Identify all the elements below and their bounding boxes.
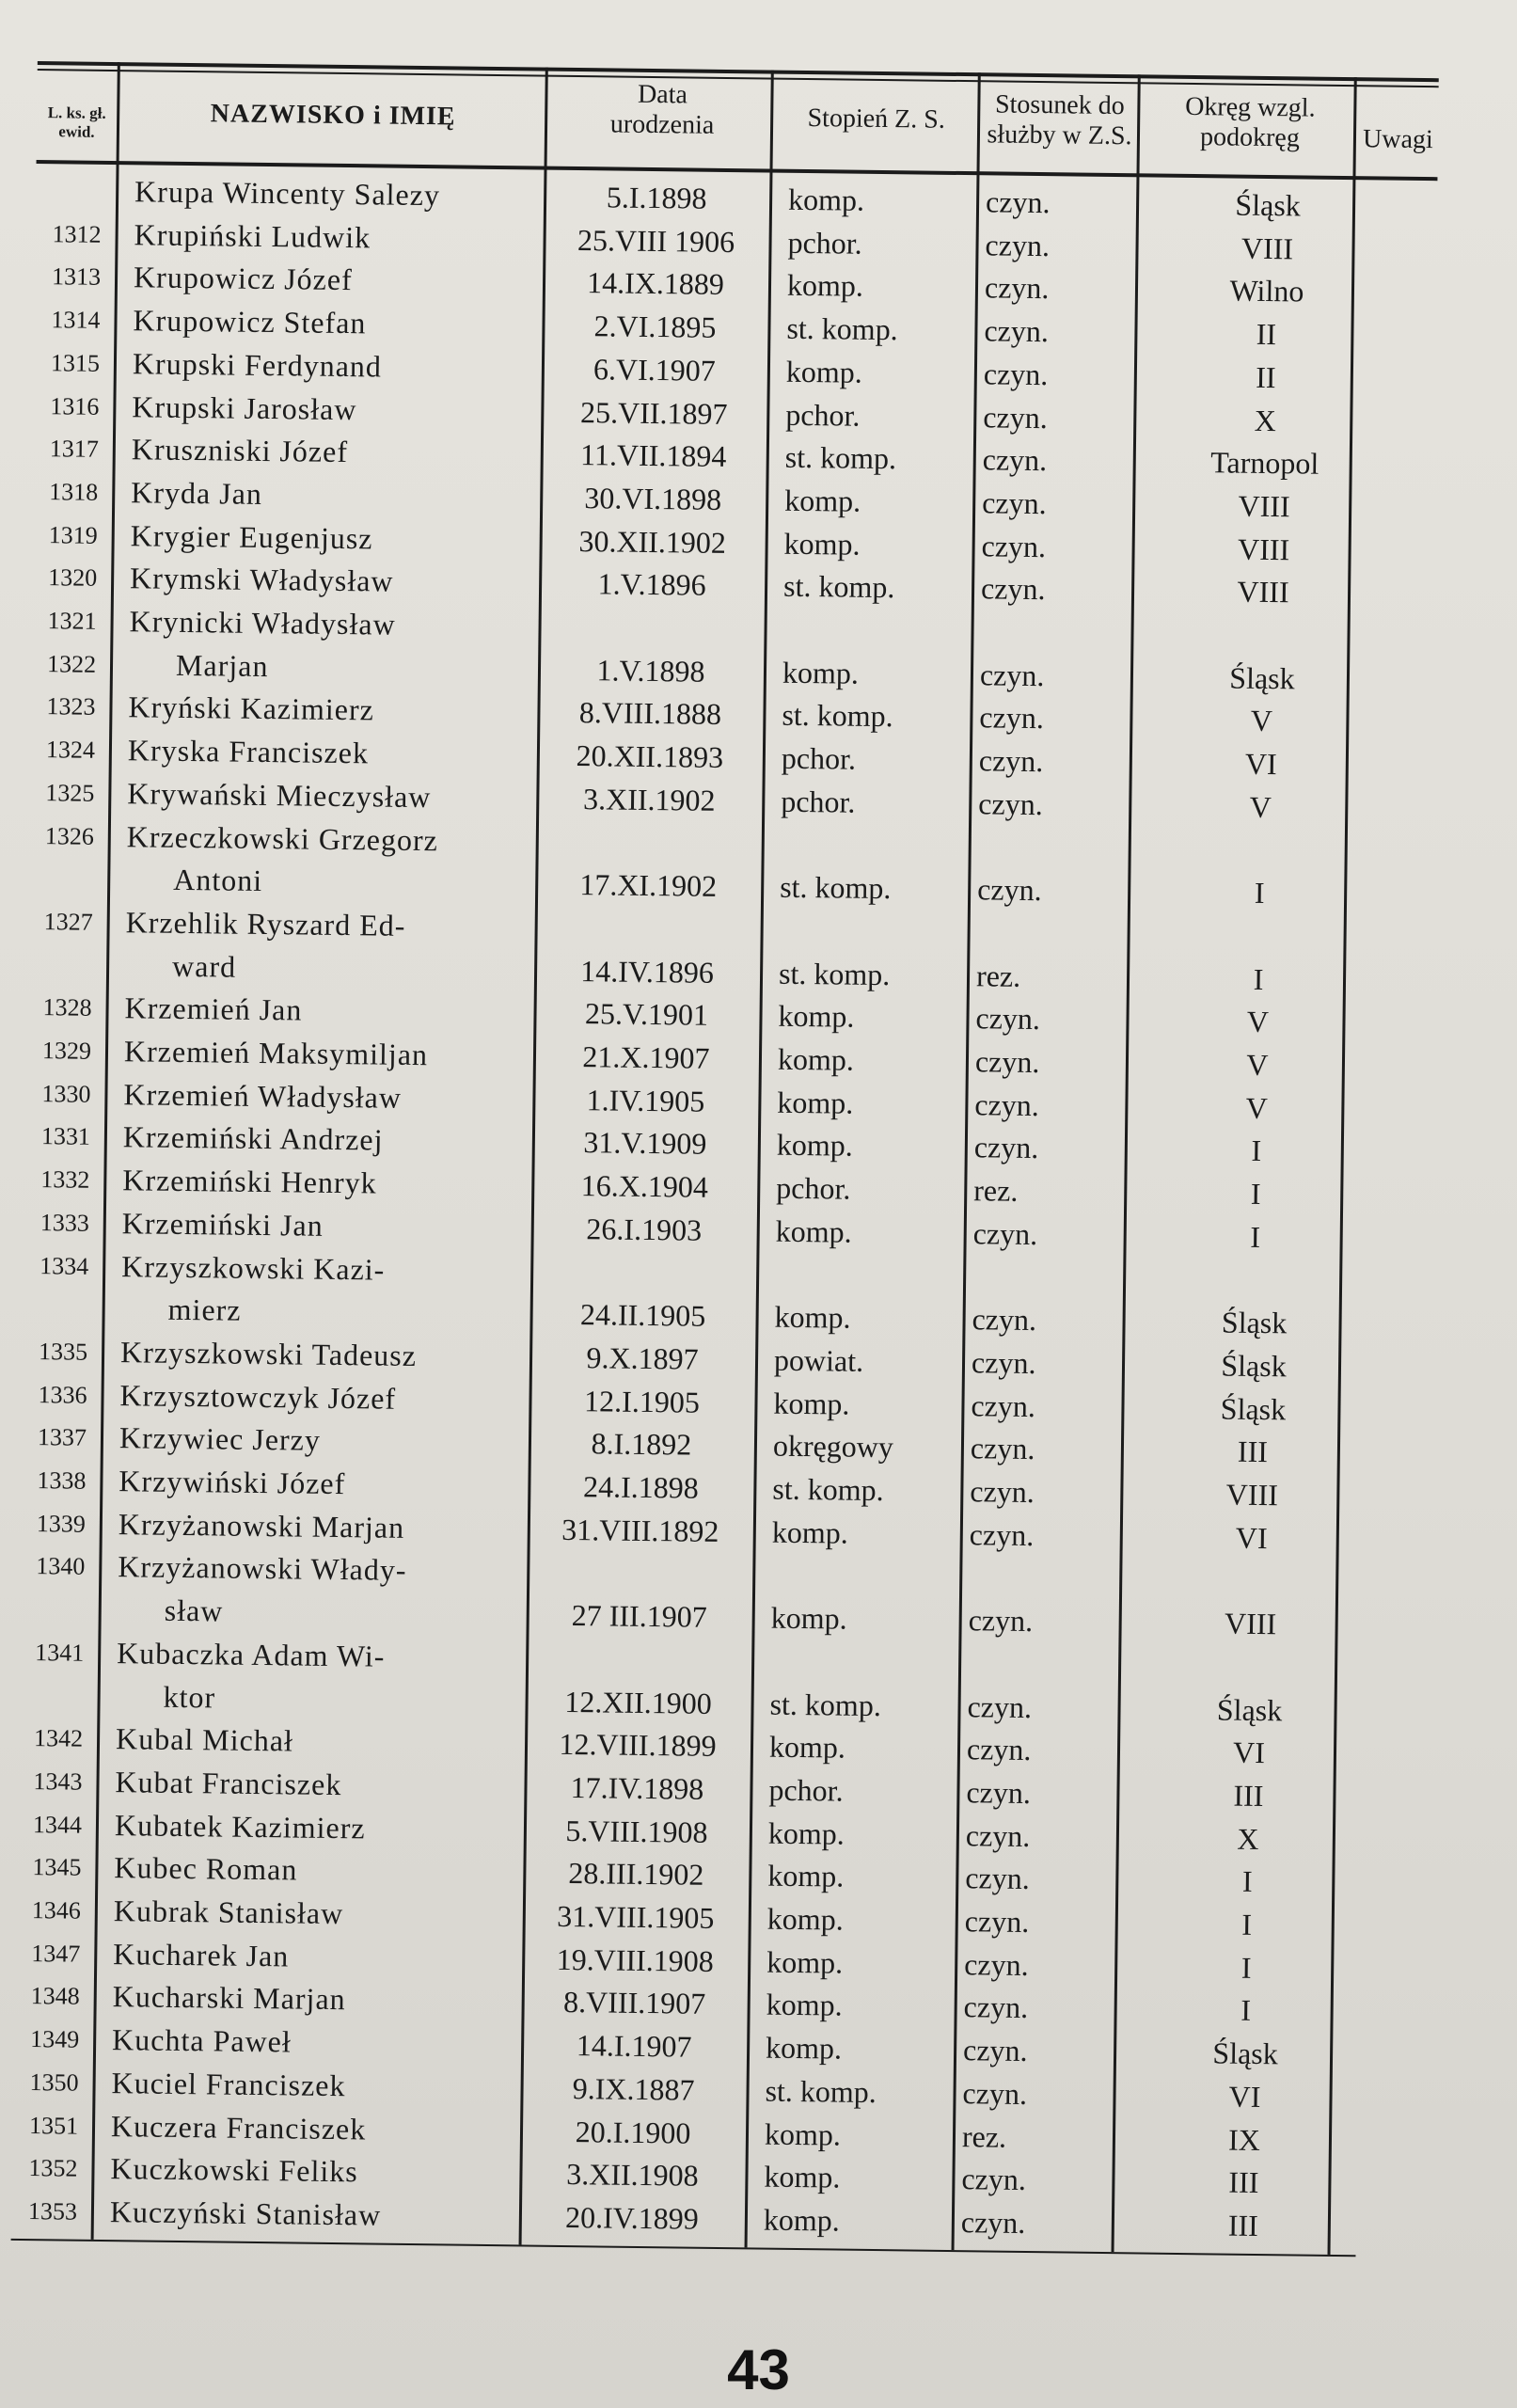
rank: st. komp. [769,1687,882,1722]
rank: pchor. [785,397,861,433]
person-name: Kryński Kazimierz [128,689,375,727]
rank: powiat. [773,1342,864,1378]
person-name: Krzyżanowski Włady- [118,1549,407,1588]
district: VI [1232,1735,1266,1770]
rank: komp. [771,1514,848,1550]
person-name: Krzysztowczyk Józef [119,1377,397,1416]
service-relation: czyn. [970,1431,1035,1466]
birth-date: 30.XII.1902 [578,523,727,560]
birth-date: 20.XII.1893 [576,738,724,775]
service-relation: czyn. [961,2162,1027,2197]
birth-date: 17.XI.1902 [579,867,718,904]
birth-date: 31.V.1909 [583,1125,707,1162]
birth-date: 12.VIII.1899 [559,1727,717,1764]
person-name: Krzyżanowski Marjan [118,1506,405,1545]
district: VIII [1240,230,1294,266]
rank: st. komp. [786,310,898,347]
district: V [1246,1005,1270,1039]
record-number: 1330 [41,1079,91,1108]
record-number: 1324 [45,736,96,764]
record-number [18,1673,84,1674]
person-name: Krzemień Maksymiljan [123,1034,429,1072]
record-number: 1327 [43,908,93,936]
record-number: 1341 [35,1638,85,1667]
record-number: 1348 [30,1982,80,2011]
district: X [1254,403,1277,437]
record-number: 1344 [32,1810,83,1839]
person-name: Krupiński Ludwik [134,216,371,255]
service-relation: czyn. [984,313,1050,349]
service-relation: czyn. [968,1603,1034,1639]
rank: komp. [764,2116,842,2152]
record-number: 1342 [33,1724,84,1752]
person-name: Kruszniski Józef [131,432,349,469]
person-name: sław [164,1592,224,1628]
service-relation: czyn. [962,2075,1028,2111]
birth-date: 1.V.1896 [597,566,706,603]
service-relation: czyn. [965,1861,1030,1896]
record-number: 1337 [37,1423,87,1452]
district: III [1228,2164,1259,2200]
rank: komp. [784,483,861,518]
person-name: Kucharek Jan [113,1936,290,1973]
birth-date: 14.I.1907 [576,2028,692,2064]
birth-date: 20.IV.1899 [564,2199,699,2236]
person-name: Krupski Jarosław [132,388,357,426]
person-name: Krzehlik Ryszard Ed- [125,905,406,943]
record-number: 1326 [44,821,94,850]
record-number: 1334 [40,1251,89,1280]
record-number: 1331 [40,1122,91,1151]
birth-date: 19.VIII.1908 [556,1941,715,1978]
record-number: 1329 [41,1037,92,1065]
birth-date: 25.VII.1897 [579,394,728,431]
district: Tarnopol [1210,445,1319,481]
person-name: Kuciel Franciszek [111,2065,346,2102]
rank: komp. [776,1128,853,1164]
district: I [1241,1864,1253,1899]
district: IX [1227,2122,1261,2157]
record-number [36,169,102,170]
birth-date: 8.I.1892 [591,1426,692,1462]
birth-date: 6.VI.1907 [593,352,717,388]
person-name: Krzeczkowski Grzegorz [126,818,439,857]
birth-date: 14.IX.1889 [586,265,725,302]
person-name: ktor [163,1679,216,1714]
birth-date: 25.VIII 1906 [577,222,735,259]
record-number: 1316 [50,391,100,420]
service-relation: czyn. [971,1387,1036,1423]
birth-date: 24.I.1898 [582,1469,699,1505]
person-name: Kuczkowski Feliks [110,2151,358,2189]
rank: komp. [787,182,865,217]
rank: komp. [778,998,855,1034]
person-name: ward [171,948,237,984]
person-name: Krynicki Władysław [129,604,396,642]
district: V [1245,1090,1269,1125]
person-name: mierz [167,1291,242,1327]
record-number: 1340 [36,1552,86,1581]
rank: komp. [766,1988,843,2022]
birth-date: 9.X.1897 [586,1340,699,1376]
district: VI [1244,746,1277,782]
district: VIII [1238,488,1290,524]
record-number: 1328 [42,993,92,1022]
rank: komp. [782,655,860,690]
record-number: 1313 [51,262,102,292]
record-number: 1339 [36,1509,87,1538]
service-relation: czyn. [963,1989,1029,2025]
person-name: Krupowicz Józef [133,260,353,297]
rank: st. komp. [782,698,893,734]
person-name: Kubec Roman [114,1850,298,1887]
rank: komp. [783,526,861,562]
record-number: 1349 [30,2025,80,2053]
birth-date: 25.V.1901 [584,996,709,1033]
record-number: 1338 [37,1466,87,1495]
record-number: 1319 [48,520,98,549]
service-relation: czyn. [981,528,1047,563]
rank: pchor. [768,1772,844,1808]
service-relation: czyn. [985,184,1051,220]
district: Śląsk [1221,1305,1288,1340]
district: Śląsk [1220,1391,1287,1426]
record-number: 1321 [47,607,97,635]
rank: komp. [764,2159,841,2194]
service-relation: czyn. [983,356,1049,391]
service-relation: czyn. [978,786,1043,821]
service-relation: czyn. [979,700,1045,736]
person-name: Kubal Michał [115,1721,294,1758]
service-relation: czyn. [985,228,1051,262]
header-name: NAZWISKO i IMIĘ [210,99,456,132]
record-number: 1320 [47,563,98,593]
district: VIII [1225,1477,1279,1513]
person-name: Kuczera Franciszek [110,2108,367,2146]
district: Śląsk [1229,660,1295,696]
service-relation: czyn. [984,270,1050,306]
record-number: 1312 [52,219,102,248]
person-name: Krygier Eugenjusz [130,517,373,555]
district: II [1256,316,1277,352]
person-name: Kryska Franciszek [127,733,370,770]
district: V [1249,789,1272,824]
service-relation: czyn. [974,1044,1040,1080]
district: VI [1235,1520,1268,1555]
birth-date: 3.XII.1902 [582,781,716,817]
service-relation: rez. [973,1173,1019,1208]
service-relation: czyn. [964,1946,1029,1982]
record-number [23,1287,88,1288]
birth-date: 12.XII.1900 [564,1684,713,1720]
person-name: Kucharski Marjan [112,1979,346,2017]
rank: komp. [767,1858,845,1893]
birth-date: 31.VIII.1905 [557,1898,715,1935]
district: V [1246,1047,1269,1083]
district: I [1253,961,1264,996]
birth-date: 20.I.1900 [575,2114,691,2150]
rank: komp. [767,1815,845,1851]
person-name: Antoni [173,863,263,898]
birth-date: 14.IV.1896 [580,953,715,990]
rank: komp. [768,1729,846,1765]
person-name: Kubrak Stanisław [113,1893,344,1931]
district: I [1251,1133,1262,1168]
record-number [28,857,94,858]
person-name: Krzywiński Józef [119,1464,346,1501]
service-relation: czyn. [969,1516,1035,1552]
district: I [1240,1993,1252,2028]
rank: komp. [765,2030,843,2066]
birth-date: 30.VI.1898 [584,481,722,516]
record-number: 1315 [50,348,101,377]
district: Śląsk [1216,1691,1283,1727]
header-remarks: Uwagi [1362,124,1433,155]
rank: komp. [763,2202,841,2238]
rank: komp. [777,1041,855,1077]
birth-date: 21.X.1907 [582,1039,710,1075]
district: I [1250,1219,1261,1254]
person-name: Krzemień Jan [124,990,303,1027]
rank: komp. [766,1901,844,1937]
service-relation: czyn. [965,1817,1031,1853]
person-name: Krymski Władysław [129,561,394,598]
district: III [1237,1434,1269,1469]
record-number [26,943,92,944]
record-number: 1336 [38,1380,87,1409]
person-name: Krzyszkowski Tadeusz [119,1335,418,1372]
service-relation: czyn. [971,1345,1036,1380]
service-relation: czyn. [975,1001,1041,1037]
rank: pchor. [781,740,857,776]
service-relation: rez. [975,958,1021,993]
service-relation: czyn. [980,571,1046,607]
rank: pchor. [787,225,862,261]
service-relation: czyn. [982,442,1048,478]
district: I [1254,876,1265,911]
birth-date: 11.VII.1894 [579,437,727,474]
rank: st. komp. [784,439,897,476]
person-name: Krywański Mieczysław [127,776,432,814]
record-number: 1322 [46,649,97,678]
birth-date: 8.VIII.1888 [578,695,722,732]
record-number: 1323 [46,692,96,721]
rank: komp. [773,1386,850,1421]
birth-date: 17.IV.1898 [570,1769,704,1806]
person-name: Kubatek Kazimierz [114,1807,366,1845]
record-number: 1352 [28,2154,78,2182]
birth-date: 5.I.1898 [606,180,707,215]
record-number: 1332 [40,1165,90,1194]
birth-date: 9.IX.1887 [572,2070,695,2107]
record-number: 1343 [33,1766,83,1796]
district: Śląsk [1235,187,1301,223]
birth-date: 2.VI.1895 [593,309,717,344]
person-name: Kubat Franciszek [115,1765,342,1801]
birth-date: 31.VIII.1892 [561,1512,719,1548]
person-name: Krupski Ferdynand [132,346,383,384]
service-relation: czyn. [966,1775,1032,1810]
service-relation: czyn. [974,1086,1040,1122]
rank: komp. [770,1600,847,1636]
birth-date: 3.XII.1908 [566,2157,699,2193]
rank: komp. [786,268,864,304]
record-number: 1347 [31,1939,81,1968]
district: VIII [1224,1606,1277,1641]
service-relation: czyn. [967,1688,1033,1724]
district: I [1250,1176,1261,1212]
district: Wilno [1229,273,1304,309]
rank: st. komp. [765,2073,877,2109]
district: I [1241,1907,1253,1941]
birth-date: 1.IV.1905 [586,1082,705,1118]
service-relation: rez. [961,2118,1007,2154]
header-birth-date: Data urodzenia [609,79,715,140]
district: VIII [1237,574,1289,610]
person-name: Kuczyński Stanisław [109,2194,382,2232]
header-district: Okręg wzgl. podokręg [1184,91,1316,153]
service-relation: czyn. [960,2205,1026,2240]
service-relation: czyn. [978,743,1044,779]
birth-date: 24.II.1905 [579,1297,706,1333]
birth-date: 16.X.1904 [580,1168,709,1204]
district: Śląsk [1221,1348,1287,1384]
district: X [1237,1821,1259,1856]
service-relation: czyn. [982,485,1047,521]
person-name: Kuchta Paweł [111,2022,292,2059]
header-rank: Stopień Z. S. [807,103,945,135]
record-number: 1350 [29,2067,79,2097]
district: I [1240,1950,1252,1985]
service-relation: czyn. [970,1474,1035,1510]
rank: komp. [785,354,863,389]
service-relation: czyn. [983,399,1048,435]
rank: st. komp. [782,569,895,605]
person-name: Marjan [175,647,269,683]
district: III [1233,1778,1264,1813]
birth-date: 27 III.1907 [571,1598,707,1634]
person-name: Kryda Jan [131,475,263,511]
person-name: Kubaczka Adam Wi- [116,1635,386,1673]
record-number: 1317 [49,435,100,464]
person-name: Krupowicz Stefan [133,303,367,341]
birth-date: 28.III.1902 [568,1856,704,1893]
district: II [1255,359,1276,394]
district: VIII [1237,531,1290,566]
service-relation: czyn. [966,1732,1032,1767]
person-name: Krzemiński Jan [121,1205,324,1243]
rank: komp. [775,1213,852,1249]
district: VI [1228,2079,1261,2114]
record-number: 1353 [27,2196,78,2226]
rank: st. komp. [778,956,891,991]
page-number: 43 [727,2338,790,2401]
header-record-no: L. ks. gł. ewid. [47,103,106,141]
service-relation: czyn. [972,1216,1038,1251]
rank: st. komp. [779,869,892,906]
record-number: 1318 [49,478,99,506]
record-number [19,1588,85,1589]
birth-date: 8.VIII.1907 [562,1985,706,2021]
rank: pchor. [776,1170,851,1206]
birth-date: 1.V.1898 [596,653,705,689]
district: III [1227,2208,1259,2242]
service-relation: czyn. [973,1130,1039,1165]
person-name: Krzemień Władysław [123,1076,403,1115]
birth-date: 5.VIII.1908 [565,1813,708,1849]
rank: okręgowy [772,1428,894,1465]
record-number: 1335 [38,1338,88,1366]
record-number: 1345 [32,1853,82,1882]
rank: st. komp. [772,1471,884,1508]
person-name: Krzemiński Henryk [122,1163,377,1200]
district: Śląsk [1212,2036,1278,2071]
person-name: Krzemiński Andrzej [122,1119,384,1157]
service-relation: czyn. [976,872,1042,908]
service-relation: czyn. [972,1302,1037,1338]
person-name: Krupa Wincenty Salezy [134,174,441,213]
rank: komp. [774,1299,851,1335]
registry-table [10,52,1438,2270]
record-number: 1325 [45,778,95,807]
service-relation: czyn. [964,1904,1030,1940]
record-number: 1314 [51,306,101,334]
district: V [1250,704,1273,738]
service-relation: czyn. [962,2033,1028,2068]
birth-date: 26.I.1903 [586,1212,703,1247]
record-number: 1346 [31,1896,82,1925]
service-relation: czyn. [979,657,1045,692]
header-service-relation: Stosunek do służby w Z.S. [987,89,1132,151]
person-name: Krzyszkowski Kazi- [121,1248,386,1287]
record-number: 1333 [40,1208,89,1237]
record-number: 1351 [28,2111,79,2140]
rank: pchor. [781,784,856,819]
rank: komp. [777,1085,854,1120]
person-name: Krzywiec Jerzy [119,1420,322,1458]
birth-date: 12.I.1905 [583,1383,701,1419]
rank: komp. [766,1944,844,1980]
